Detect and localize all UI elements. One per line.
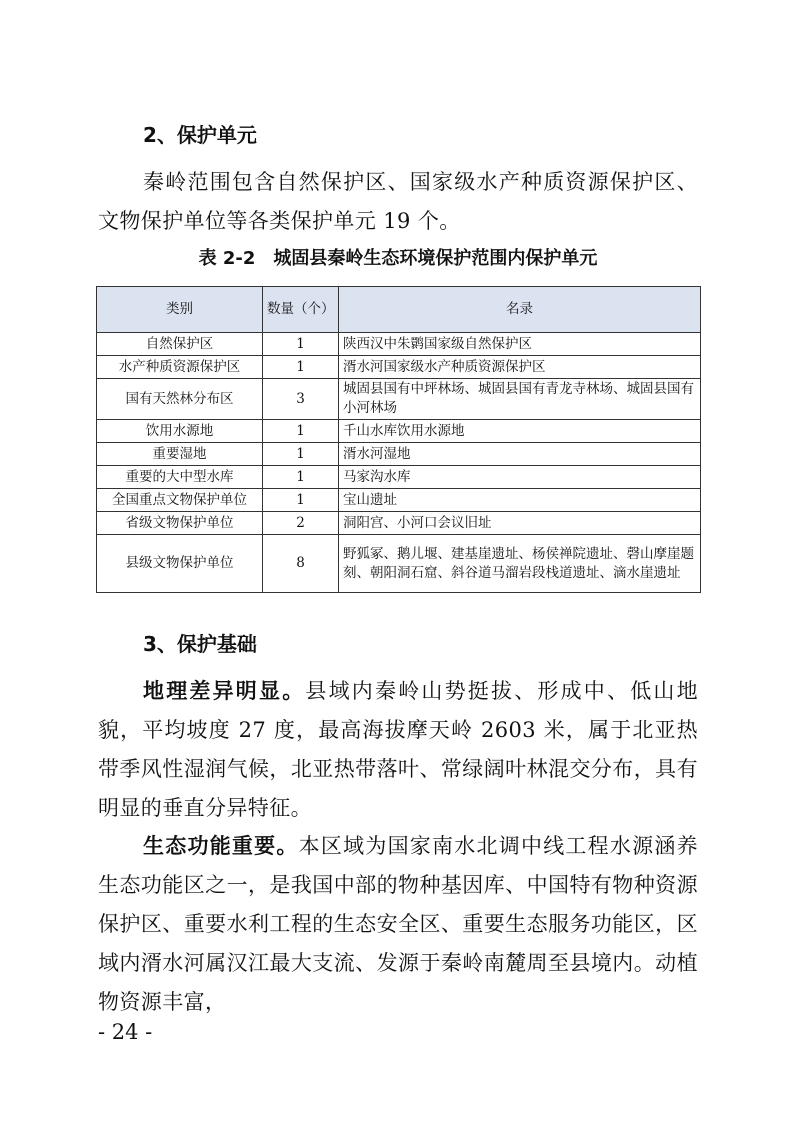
cell-count: 8 <box>263 535 339 593</box>
cell-count: 1 <box>263 489 339 512</box>
cell-list: 湑水河国家级水产种质资源保护区 <box>339 356 701 379</box>
table-row <box>97 420 701 443</box>
cell-category: 自然保护区 <box>97 333 263 356</box>
cell-category: 省级文物保护单位 <box>97 512 263 535</box>
cell-count: 1 <box>263 333 339 356</box>
page-number: - 24 - <box>98 1020 153 1044</box>
cell-category: 重要的大中型水库 <box>97 466 263 489</box>
cell-category: 饮用水源地 <box>97 420 263 443</box>
cell-category: 重要湿地 <box>97 443 263 466</box>
cell-list: 陕西汉中朱鹮国家级自然保护区 <box>339 333 701 356</box>
table-caption <box>98 247 698 271</box>
protection-units-paragraph: 秦岭范围包含自然保护区、国家级水产种质资源保护区、文物保护单位等各类保护单元 19 个。 <box>98 170 698 233</box>
cell-count: 1 <box>263 356 339 379</box>
header-list: 名录 <box>339 287 701 333</box>
table-row <box>97 466 701 489</box>
cell-list: 宝山遗址 <box>339 489 701 512</box>
table-row <box>97 489 701 512</box>
cell-category: 县级文物保护单位 <box>97 535 263 593</box>
table-row <box>97 512 701 535</box>
cell-list: 野狐冢、鹅儿堰、建基崖遗址、杨侯禅院遗址、磬山摩崖题刻、朝阳洞石窟、斜谷道马溜岩段栈道遗址、滴水崖遗址 <box>339 535 701 593</box>
section-heading-protection-basis: 3、保护基础 <box>143 632 257 656</box>
cell-category: 全国重点文物保护单位 <box>97 489 263 512</box>
cell-count: 1 <box>263 466 339 489</box>
protection-units-table <box>96 286 701 593</box>
cell-category: 国有天然林分布区 <box>97 379 263 420</box>
header-category: 类别 <box>97 287 263 333</box>
table-row <box>97 356 701 379</box>
table-row <box>97 535 701 593</box>
cell-count: 1 <box>263 420 339 443</box>
table-row <box>97 333 701 356</box>
header-count: 数量（个） <box>263 287 339 333</box>
cell-count: 1 <box>263 443 339 466</box>
table-row <box>97 379 701 420</box>
table-caption-number: 表 2-2 <box>198 248 256 269</box>
cell-list: 马家沟水库 <box>339 466 701 489</box>
section-heading-protection-units: 2、保护单元 <box>143 123 257 147</box>
ecology-lead: 生态功能重要。 <box>143 834 299 858</box>
ecology-paragraph <box>98 827 698 1022</box>
cell-list: 千山水库饮用水源地 <box>339 420 701 443</box>
geography-lead: 地理差异明显。 <box>143 679 306 703</box>
cell-count: 3 <box>263 379 339 420</box>
cell-list: 湑水河湿地 <box>339 443 701 466</box>
cell-count: 2 <box>263 512 339 535</box>
table-header-row <box>97 287 701 333</box>
cell-category: 水产种质资源保护区 <box>97 356 263 379</box>
geography-paragraph <box>98 672 698 828</box>
geography-text: 县域内秦岭山势挺拔、形成中、低山地貌，平均坡度 27 度，最高海拔摩天岭 2603 米，属于北亚热带季风性湿润气候，北亚热带落叶、常绿阔叶林混交分布，具有明显的垂直分异特征。 <box>98 679 698 820</box>
ecology-text: 本区域为国家南水北调中线工程水源涵养生态功能区之一，是我国中部的物种基因库、中国特有物种资源保护区、重要水利工程的生态安全区、重要生态服务功能区，区域内湑水河属汉江最大支流、发源于秦岭南麓周至县境内。动植物资源丰富， <box>98 834 698 1014</box>
cell-list: 城固县国有中坪林场、城固县国有青龙寺林场、城固县国有小河林场 <box>339 379 701 420</box>
table-caption-title: 城固县秦岭生态环境保护范围内保护单元 <box>273 248 598 269</box>
cell-list: 洞阳宫、小河口会议旧址 <box>339 512 701 535</box>
table-row <box>97 443 701 466</box>
